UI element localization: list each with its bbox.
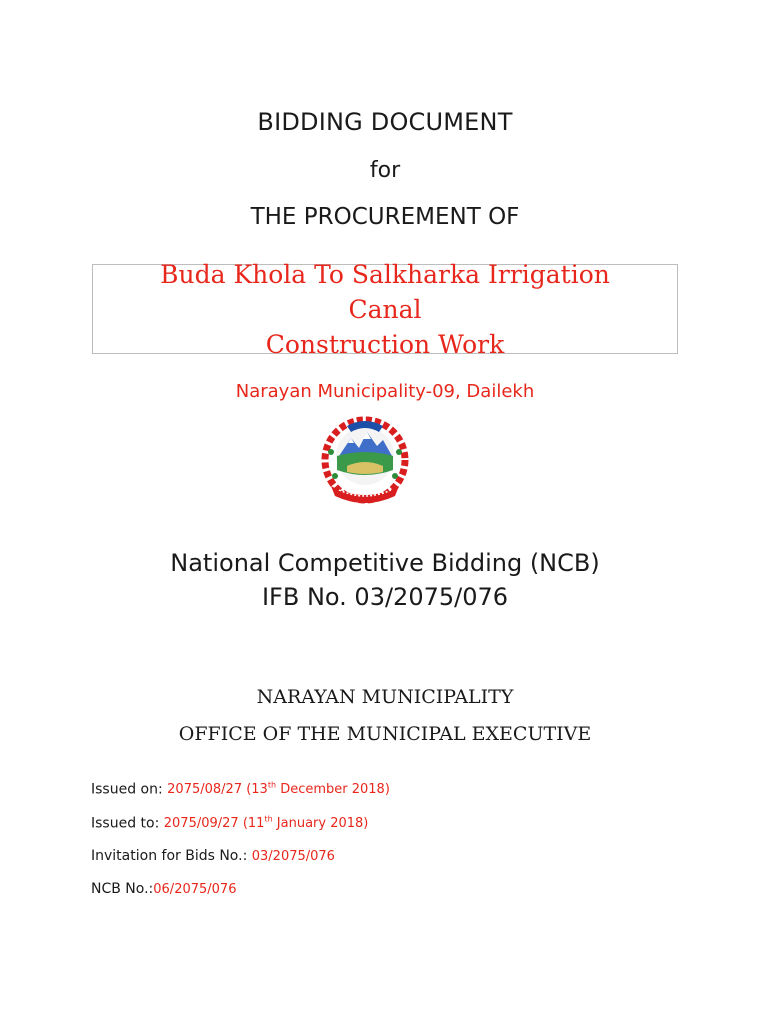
procurement-heading: THE PROCUREMENT OF <box>250 204 520 230</box>
for-text: for <box>369 158 401 183</box>
project-location: Narayan Municipality-09, Dailekh <box>235 381 535 402</box>
project-name-line1: Buda Khola To Salkharka Irrigation Canal <box>160 259 610 324</box>
issued-on-date-rest: December 2018) <box>276 782 390 798</box>
issued-to-date-rest: January 2018) <box>272 816 369 832</box>
office-name: OFFICE OF THE MUNICIPAL EXECUTIVE <box>178 723 592 745</box>
project-name-line2: Construction Work <box>265 329 505 359</box>
ncb-value: 06/2075/076 <box>153 882 237 897</box>
nepal-emblem-icon <box>317 412 413 508</box>
project-name <box>135 257 635 362</box>
issued-to-date <box>164 816 369 831</box>
issued-to-line <box>91 815 368 831</box>
issued-to-date-main: 2075/09/27 (11 <box>163 816 265 832</box>
issued-to-sup: th <box>264 815 273 824</box>
ifb-number: IFB No. 03/2075/076 <box>261 583 509 611</box>
issued-on-date <box>167 782 390 797</box>
ifb-line <box>91 848 335 864</box>
ncb-label: NCB No.: <box>91 881 154 897</box>
issued-on-date-main: 2075/08/27 (13 <box>167 782 268 798</box>
bidding-info <box>0 546 770 614</box>
document-title: BIDDING DOCUMENT <box>257 108 513 136</box>
project-name-box <box>92 259 678 359</box>
issued-on-line <box>91 781 390 797</box>
municipality-name: NARAYAN MUNICIPALITY <box>256 686 514 708</box>
issued-to-label: Issued to: <box>91 815 164 832</box>
issued-on-sup: th <box>267 781 277 790</box>
ifb-value: 03/2075/076 <box>251 849 335 864</box>
ncb-line <box>91 881 236 897</box>
issued-on-label: Issued on: <box>91 781 168 798</box>
ifb-label: Invitation for Bids No.: <box>91 848 252 864</box>
bidding-type: National Competitive Bidding (NCB) <box>170 549 600 577</box>
